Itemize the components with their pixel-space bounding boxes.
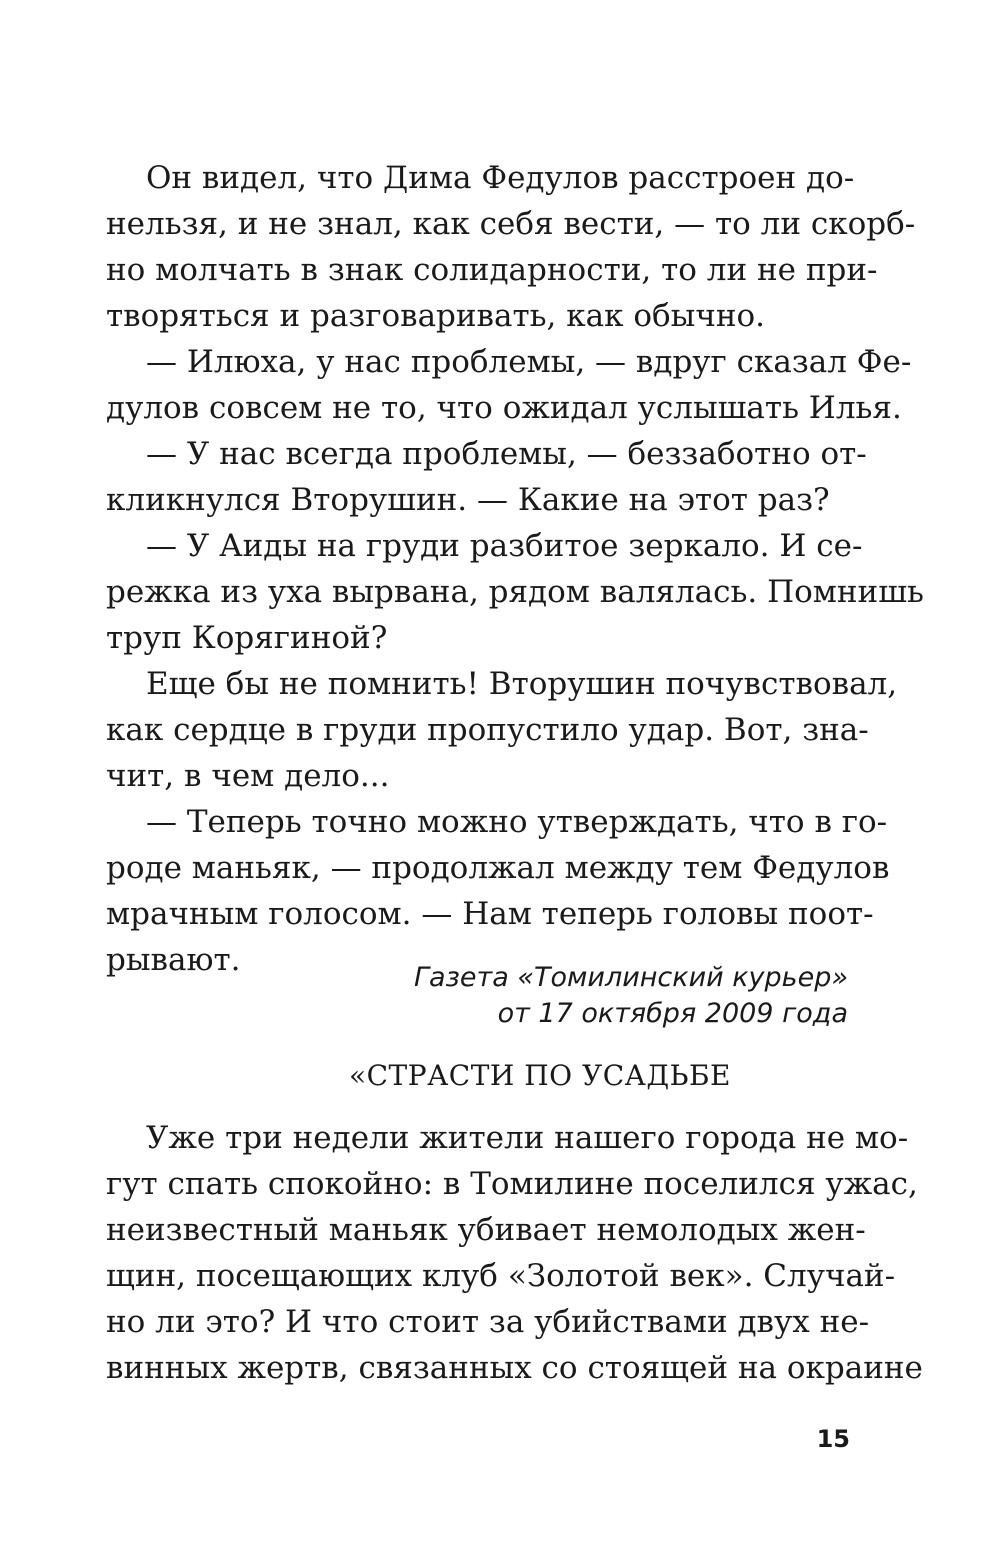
- article-heading: «СТРАСТИ ПО УСАДЬБЕ: [349, 1059, 731, 1092]
- page-number: 15: [816, 1425, 850, 1453]
- text-line: — У нас всегда проблемы, — беззаботно от-: [146, 436, 867, 472]
- article-line: гут спать спокойно: в Томилине поселился ужас,: [106, 1166, 918, 1202]
- text-line: дулов совсем не то, что ожидал услышать Илья.: [106, 390, 902, 426]
- epigraph-date: от 17 октября 2009 года: [497, 998, 848, 1029]
- article-line: щин, посещающих клуб «Золотой век». Случай-: [106, 1258, 896, 1294]
- text-line: труп Корягиной?: [106, 620, 388, 656]
- epigraph-source: Газета «Томилинский курьер»: [413, 962, 848, 993]
- article-line: неизвестный маньяк убивает немолодых жен-: [106, 1212, 866, 1248]
- text-line: творяться и разговаривать, как обычно.: [106, 298, 765, 334]
- article-line: Уже три недели жители нашего города не мо-: [146, 1120, 909, 1156]
- text-line: — У Аиды на груди разбитое зеркало. И се-: [146, 528, 863, 564]
- text-line: мрачным голосом. — Нам теперь головы поот-: [106, 896, 874, 932]
- text-line: кликнулся Вторушин. — Какие на этот раз?: [106, 482, 830, 518]
- text-line: — Илюха, у нас проблемы, — вдруг сказал Фе-: [146, 344, 912, 380]
- text-line: — Теперь точно можно утверждать, что в го-: [146, 804, 888, 840]
- text-line: Еще бы не помнить! Вторушин почувствовал,: [146, 666, 898, 702]
- text-line: как сердце в груди пропустило удар. Вот, зна-: [106, 712, 869, 748]
- article-line: винных жертв, связанных со стоящей на окраине: [106, 1350, 923, 1386]
- text-line: чит, в чем дело...: [106, 758, 390, 794]
- text-line: роде маньяк, — продолжал между тем Федулов: [106, 850, 890, 886]
- article-line: но ли это? И что стоит за убийствами двух не-: [106, 1304, 870, 1340]
- text-line: нельзя, и не знал, как себя вести, — то ли скорб-: [106, 206, 916, 242]
- text-line: режка из уха вырвана, рядом валялась. Помнишь: [106, 574, 924, 610]
- text-line: рывают.: [106, 942, 241, 978]
- text-line: но молчать в знак солидарности, то ли не при-: [106, 252, 878, 288]
- text-line: Он видел, что Дима Федулов расстроен до-: [146, 160, 855, 196]
